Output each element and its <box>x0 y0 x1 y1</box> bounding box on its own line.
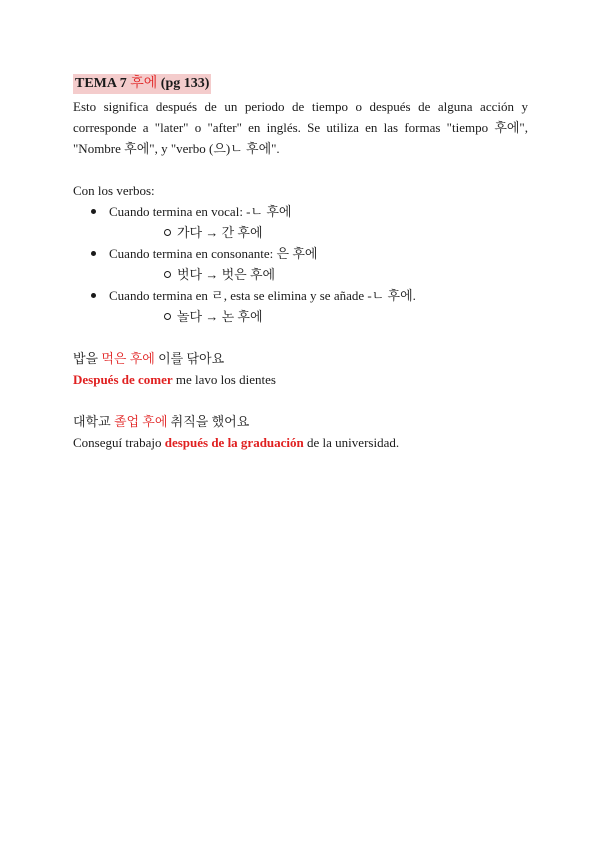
rule-text: Cuando termina en ㄹ, esta se elimina y se añade -ㄴ 후에. <box>109 288 416 303</box>
spacer <box>73 159 528 180</box>
example2-korean <box>73 411 528 432</box>
example2-korean-highlight: 졸업 후에 <box>113 414 168 429</box>
example2-korean-pre: 대학교 <box>73 414 114 429</box>
rules-list <box>73 201 528 327</box>
example1-korean-post: 이를 닦아요 <box>154 351 225 366</box>
example2-spanish-highlight: después de la graduación <box>164 435 304 450</box>
rule-example: 벗다 → 벗은 후에 <box>109 264 528 285</box>
title-main: TEMA 7 <box>75 76 131 91</box>
example1-spanish-post: me lavo los dientes <box>172 372 276 387</box>
title-korean: 후에 <box>130 76 158 91</box>
rule-example: 놀다 → 논 후에 <box>109 306 528 327</box>
example1-korean <box>73 348 528 369</box>
document-content <box>73 72 528 453</box>
rule-example-list <box>109 222 528 243</box>
rule-text: Cuando termina en vocal: -ㄴ 후에 <box>109 204 292 219</box>
example1-spanish <box>73 369 528 390</box>
rule-example-list <box>109 306 528 327</box>
example1-korean-pre: 밥을 <box>73 351 102 366</box>
example2-spanish-pre: Conseguí trabajo <box>73 435 165 450</box>
example1-korean-highlight: 먹은 후에 <box>101 351 155 366</box>
spacer <box>73 390 528 411</box>
example1-spanish-highlight: Después de comer <box>73 372 173 387</box>
spacer <box>73 327 528 348</box>
rule-item <box>73 285 528 327</box>
rule-item <box>73 201 528 243</box>
rule-example: 가다 → 간 후에 <box>109 222 528 243</box>
example2-korean-post: 취직을 했어요 <box>167 414 250 429</box>
example2-spanish-post: de la universidad. <box>303 435 400 450</box>
intro-paragraph: Esto significa después de un periodo de tiempo o después de alguna acción y corresponde a "later" o "after" en inglés. Se utiliza en las formas "tiempo 후에", "Nombre 후에", y "verbo (으)ㄴ 후에". <box>73 99 528 156</box>
rule-item <box>73 243 528 285</box>
example2-spanish <box>73 432 528 453</box>
rule-text: Cuando termina en consonante: 은 후에 <box>109 246 318 261</box>
verbs-heading: Con los verbos: <box>73 183 155 198</box>
title-page-ref: (pg 133) <box>157 76 210 91</box>
rule-example-list <box>109 264 528 285</box>
lesson-title <box>73 74 211 94</box>
